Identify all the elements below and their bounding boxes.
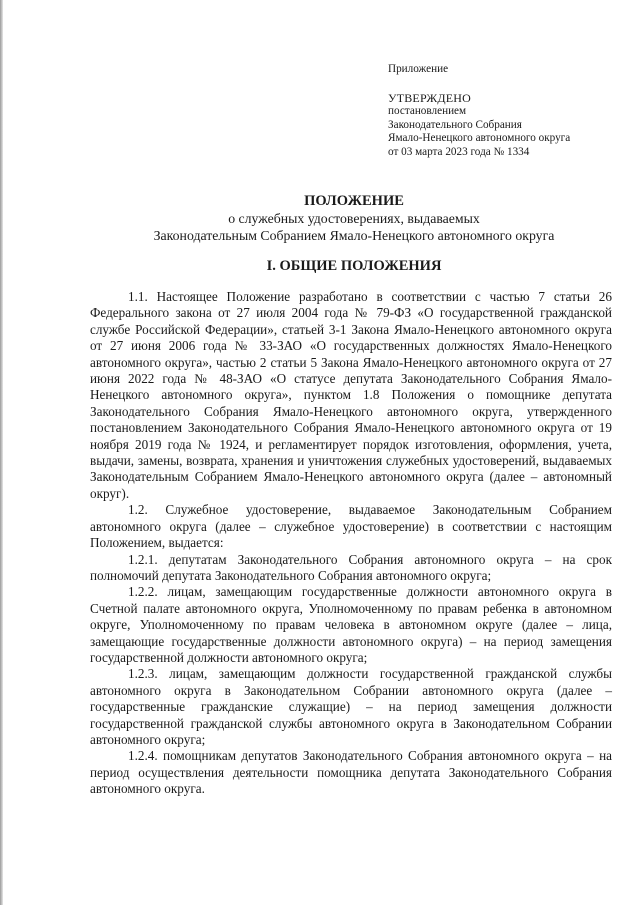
approved-label: УТВЕРЖДЕНО: [388, 90, 472, 105]
section-heading: I. ОБЩИЕ ПОЛОЖЕНИЯ: [266, 258, 442, 274]
paragraph-1-2-4: 1.2.4. помощникам депутатов Законодательного Собрания автономного округа – на период осуществления деятельности помощника депутата Законодательного Собрания автономного округа.: [90, 748, 612, 797]
approval-stamp-block: [388, 63, 570, 160]
document-body: [90, 289, 612, 798]
approval-line-3: Ямало-Ненецкого автономного округа: [388, 132, 571, 145]
approval-line-2: Законодательного Собрания: [388, 118, 522, 131]
paragraph-1-2-1: 1.2.1. депутатам Законодательного Собрания автономного округа – на срок полномочий депутата Законодательного Собрания автономного округа;: [90, 551, 612, 583]
document-subtitle-2: Законодательным Собранием Ямало-Ненецкого автономного округа: [153, 228, 555, 243]
scan-edge-shadow: [0, 0, 3, 905]
paragraph-1-2-3: 1.2.3. лицам, замещающим должности государственной гражданской службы автономного округа в Законодательном Собрании автономного округа (далее – государственные гражданские служащие) – на период замещения должности государственной гражданской службы автономного округа в Законодательном Собрании автономного округа;: [90, 666, 612, 747]
document-subtitle-1: о служебных удостоверениях, выдаваемых: [228, 211, 480, 226]
document-title: ПОЛОЖЕНИЕ: [304, 193, 404, 209]
paragraph-1-2: 1.2. Служебное удостоверение, выдаваемое Законодательным Собранием автономного округа (далее – служебное удостоверение) в соответствии с настоящим Положением, выдается:: [90, 502, 612, 551]
paragraph-1-2-2: 1.2.2. лицам, замещающим государственные должности автономного округа в Счетной палате автономного округа, Уполномоченному по правам ребенка в автономном округе, Уполномоченному по правам человека в автономном округе (далее – лица, замещающие государственные должности автономного округа) – на период замещения государственной должности автономного округа;: [90, 584, 612, 665]
attachment-label: Приложение: [388, 63, 449, 75]
paragraph-1-1: 1.1. Настоящее Положение разработано в соответствии с частью 7 статьи 26 Федерального закона от 27 июля 2004 года № 79-ФЗ «О государственной гражданской службе Российской Федерации», статьей 3-1 Закона Ямало-Ненецкого автономного округа от 27 июня 2006 года № 33-ЗАО «О государственных должностях Ямало-Ненецкого автономного округа», частью 2 статьи 5 Закона Ямало-Ненецкого автономного округа от 27 июня 2022 года № 48-ЗАО «О статусе депутата Законодательного Собрания Ямало-Ненецкого автономного округа», пунктом 1.8 Положения о помощнике депутата Законодательного Собрания Ямало-Ненецкого автономного округа, утвержденного постановлением Законодательного Собрания Ямало-Ненецкого автономного округа от 19 ноября 2019 года № 1924, и регламентирует порядок изготовления, оформления, учета, выдачи, замены, возврата, хранения и уничтожения служебных удостоверений, выдаваемых Законодательным Собранием Ямало-Ненецкого автономного округа (далее – автономный округ).: [90, 289, 612, 501]
approval-line-4: от 03 марта 2023 года № 1334: [388, 145, 530, 158]
approval-line-1: постановлением: [388, 105, 467, 118]
document-title-block: [84, 193, 624, 244]
